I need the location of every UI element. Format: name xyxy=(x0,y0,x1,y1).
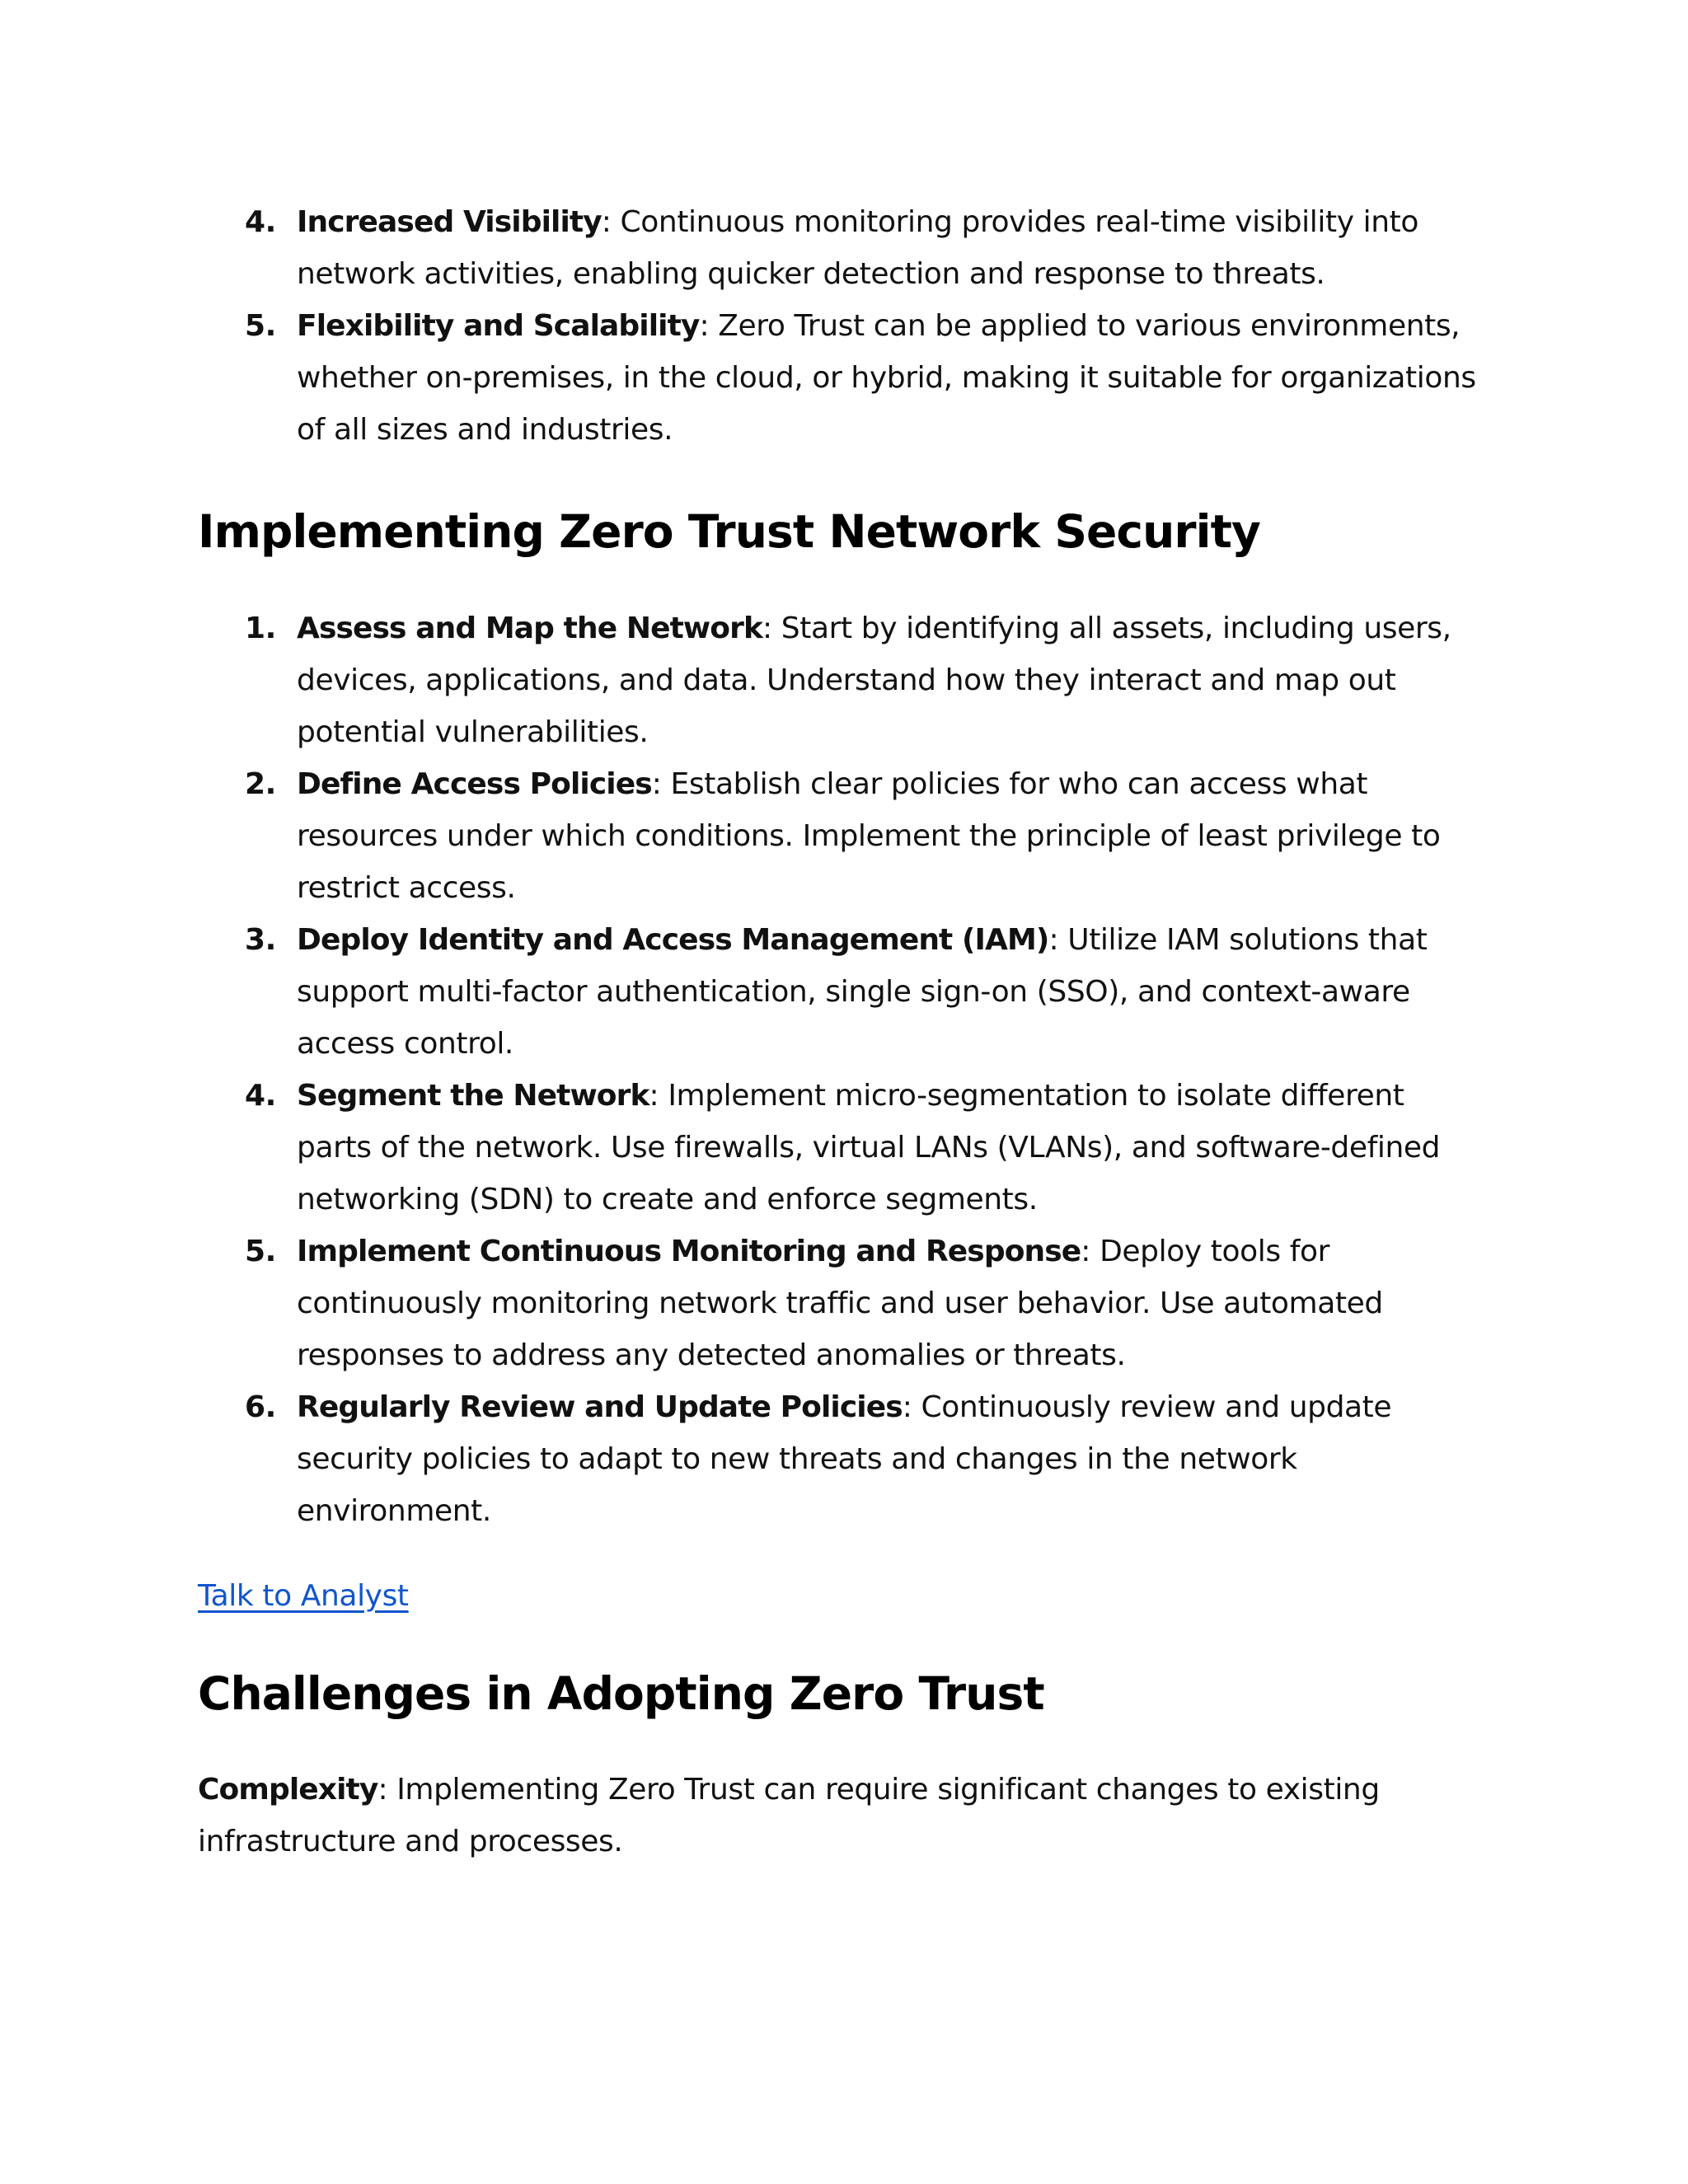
list-item-term: Regularly Review and Update Policies xyxy=(297,1390,903,1424)
list-item-term: Deploy Identity and Access Management (IAM) xyxy=(297,923,1049,957)
list-item-number: 5. xyxy=(245,1235,276,1268)
list-item-text: : Deploy tools for continuously monitoring network traffic and user behavior. Use automated responses to address any detected anomalies or threats. xyxy=(297,1235,1383,1372)
list-item xyxy=(198,1070,1484,1226)
talk-to-analyst-link[interactable]: Talk to Analyst xyxy=(198,1579,409,1613)
list-item-text: : Utilize IAM solutions that support multi-factor authentication, single sign-on (SSO), and context-aware access control. xyxy=(297,923,1428,1061)
implementing-heading: Implementing Zero Trust Network Security xyxy=(198,505,1260,558)
list-item-term: Define Access Policies xyxy=(297,767,652,801)
list-item-term: Increased Visibility xyxy=(297,205,602,239)
list-item-number: 2. xyxy=(245,767,276,801)
list-item xyxy=(198,196,1484,300)
list-item-number: 3. xyxy=(245,923,276,957)
list-item-text: : Continuously review and update security policies to adapt to new threats and changes in the network environment. xyxy=(297,1390,1392,1528)
list-item-text: : Establish clear policies for who can access what resources under which conditions. Implement the principle of least privilege to restrict access. xyxy=(297,767,1441,905)
paragraph-term: Complexity xyxy=(198,1773,378,1807)
list-item-number: 1. xyxy=(245,612,276,645)
list-item-term: Segment the Network xyxy=(297,1079,649,1113)
list-item-number: 5. xyxy=(245,309,276,343)
list-item-number: 4. xyxy=(245,205,276,239)
list-item-number: 6. xyxy=(245,1390,276,1424)
implementing-list xyxy=(198,602,1484,1537)
benefits-list xyxy=(198,196,1484,456)
challenges-heading: Challenges in Adopting Zero Trust xyxy=(198,1667,1044,1720)
list-item-number: 4. xyxy=(245,1079,276,1113)
list-item xyxy=(198,602,1484,758)
list-item-text: : Continuous monitoring provides real-time visibility into network activities, enabling quicker detection and response to threats. xyxy=(297,205,1419,291)
list-item-term: Assess and Map the Network xyxy=(297,612,762,645)
list-item-term: Implement Continuous Monitoring and Response xyxy=(297,1235,1081,1268)
list-item-text: : Start by identifying all assets, including users, devices, applications, and data. Understand how they interact and map out potential vulnerabilities. xyxy=(297,612,1451,749)
list-item xyxy=(198,1381,1484,1537)
list-item-text: : Zero Trust can be applied to various environments, whether on-premises, in the cloud, or hybrid, making it suitable for organizations of all sizes and industries. xyxy=(297,309,1476,447)
list-item-text: : Implement micro-segmentation to isolate different parts of the network. Use firewalls, virtual LANs (VLANs), and software-defined networking (SDN) to create and enforce segments. xyxy=(297,1079,1441,1216)
list-item xyxy=(198,758,1484,914)
document-page xyxy=(198,196,1484,1868)
paragraph-text: : Implementing Zero Trust can require significant changes to existing infrastructure and processes. xyxy=(198,1773,1380,1858)
list-item xyxy=(198,914,1484,1070)
list-item xyxy=(198,300,1484,456)
list-item xyxy=(198,1226,1484,1381)
complexity-paragraph xyxy=(198,1764,1484,1868)
list-item-term: Flexibility and Scalability xyxy=(297,309,700,343)
